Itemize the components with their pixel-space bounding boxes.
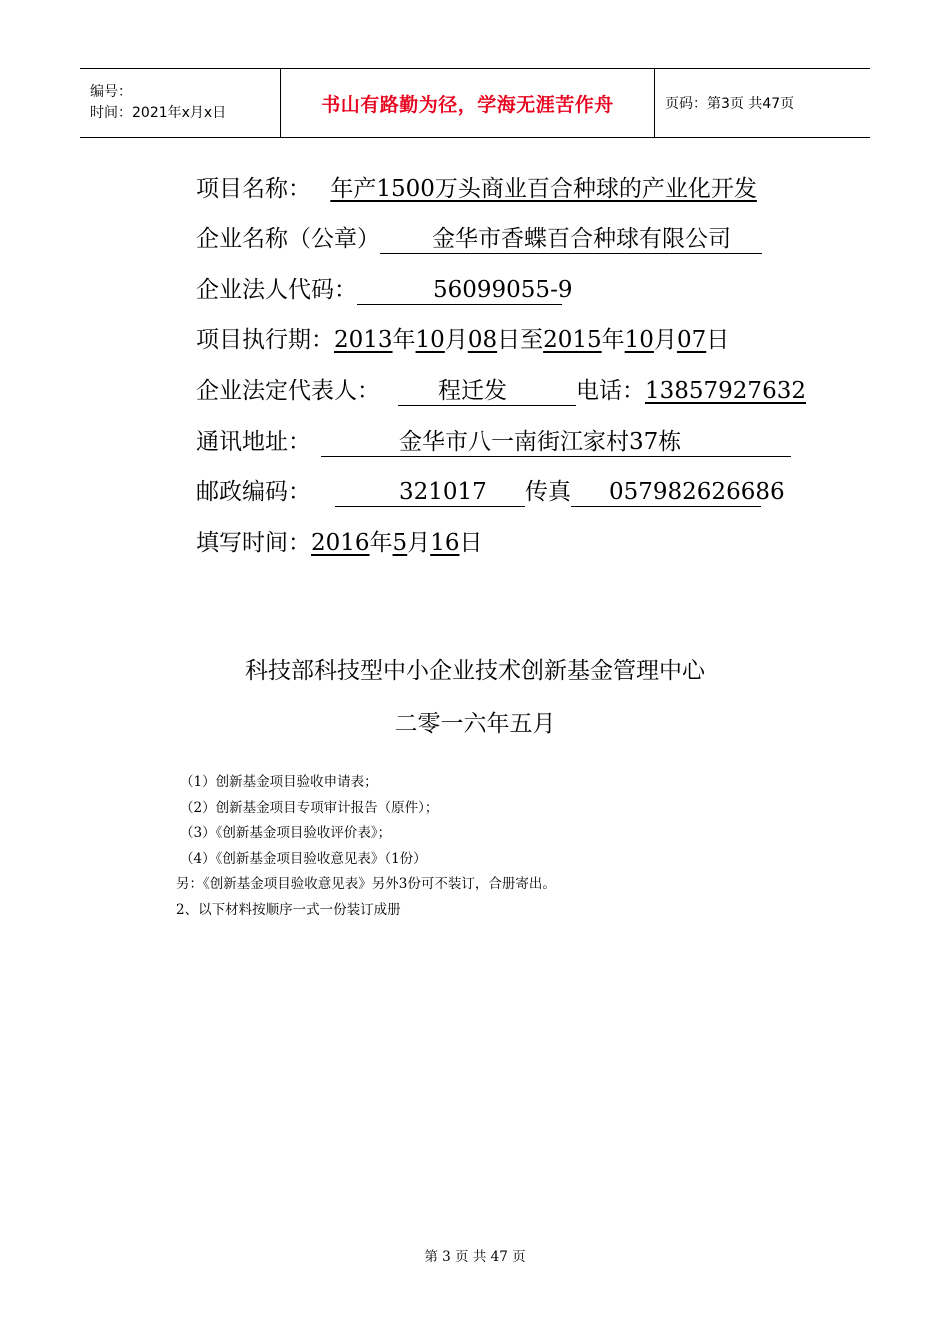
phone-label: 电话： [576,378,645,404]
header-meta [80,69,281,137]
address-label: 通讯地址： [196,429,311,455]
unit-month: 月 [407,530,431,556]
form-row-postcode [196,473,785,511]
page-footer: 第 3 页 共 47 页 [424,1249,526,1265]
page-indicator: 页码：第3页 共47页 [665,96,795,112]
period-end-year: 2015 [543,327,602,353]
unit-month: 月 [444,327,468,353]
fill-year: 2016 [311,530,370,556]
organization-name: 科技部科技型中小企业技术创新基金管理中心 [245,658,705,684]
fill-month: 5 [392,530,408,556]
unit-day: 日 [706,327,730,353]
page-header [80,68,870,138]
header-page [655,69,870,137]
form-row-period [196,321,729,359]
fax-value: 057982626686 [571,477,761,507]
fax-label: 传真 [525,479,571,505]
issue-date: 二零一六年五月 [394,711,556,737]
fill-day: 16 [430,530,460,556]
period-end-month: 10 [624,327,654,353]
phone-value: 13857927632 [645,378,806,404]
form-row-project-name [196,170,757,208]
period-label: 项目执行期： [196,327,334,353]
header-number: 编号： [90,84,132,100]
header-motto [281,69,655,137]
note-item: 2、以下材料按顺序一式一份装订成册 [176,901,401,918]
period-start-day: 08 [467,327,498,353]
note-item: 另：《创新基金项目验收意见表》另外3份可不装订，合册寄出。 [176,876,556,892]
form-row-representative [196,372,806,410]
unit-year: 年 [369,530,393,556]
legal-code-value: 56099055-9 [357,275,562,305]
form-row-fill-date [196,524,482,562]
project-name-value: 年产1500万头商业百合种球的产业化开发 [330,176,757,202]
motto-text: 书山有路勤为径，学海无涯苦作舟 [321,93,614,116]
rep-label: 企业法定代表人： [196,378,380,404]
unit-year: 年 [601,327,625,353]
note-item: （1）创新基金项目验收申请表； [180,774,378,790]
company-label: 企业名称（公章） [196,226,380,252]
unit-to: 日至 [497,327,544,353]
unit-day: 日 [459,530,483,556]
project-name-label: 项目名称： [196,176,311,202]
period-start-year: 2013 [334,327,393,353]
note-item: （3）《创新基金项目验收评价表》； [180,825,392,841]
period-end-day: 07 [676,327,707,353]
company-value: 金华市香蝶百合种球有限公司 [380,224,762,254]
unit-year: 年 [392,327,416,353]
fill-label: 填写时间： [196,530,311,556]
attachment-notes [176,770,556,923]
form-row-legal-code [196,271,573,309]
form-row-company [196,220,762,258]
legal-code-label: 企业法人代码： [196,277,357,303]
form-row-address [196,423,791,461]
rep-value: 程迁发 [398,376,576,406]
address-value: 金华市八一南街江家村37栋 [321,427,791,457]
header-time: 时间：2021年x月x日 [90,105,227,121]
unit-month: 月 [653,327,677,353]
note-item: （2）创新基金项目专项审计报告（原件）； [180,799,439,816]
period-start-month: 10 [415,327,445,353]
postcode-label: 邮政编码： [196,479,311,505]
postcode-value: 321017 [335,477,525,507]
note-item: （4）《创新基金项目验收意见表》（1份） [180,850,427,867]
